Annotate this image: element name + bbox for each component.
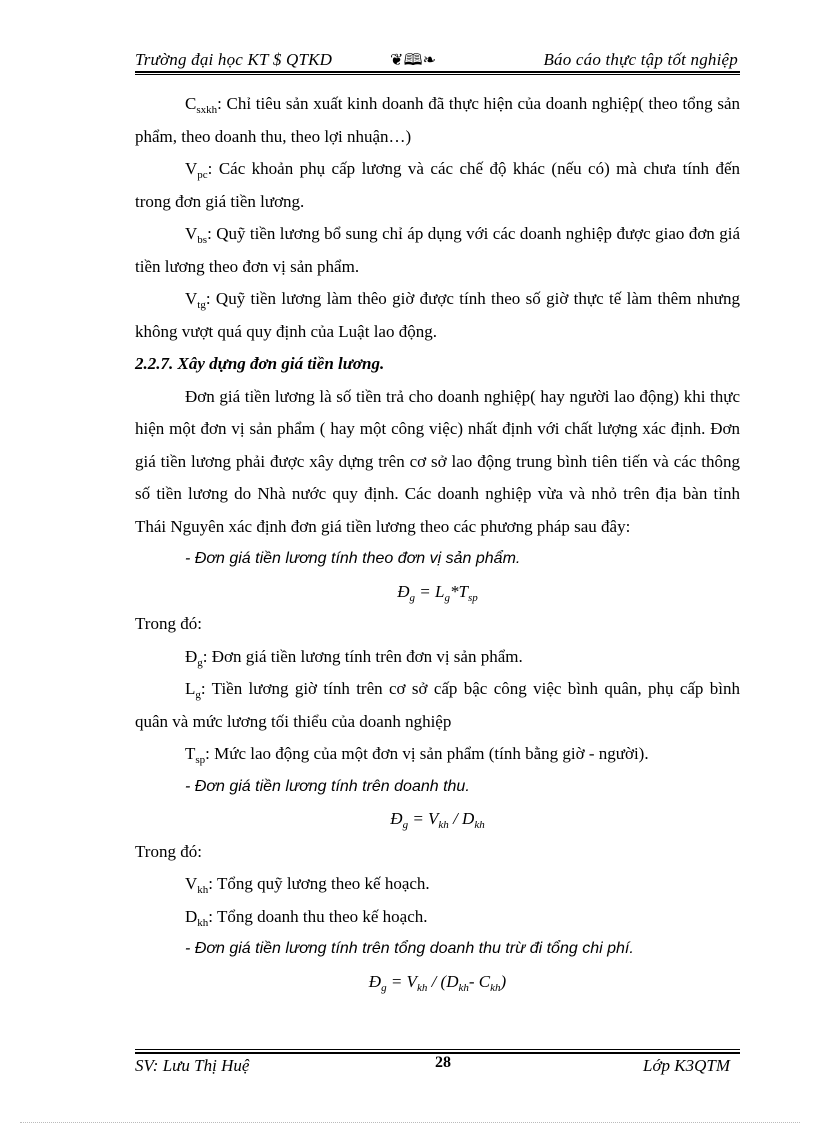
header-report-title: Báo cáo thực tập tốt nghiệp: [543, 50, 738, 69]
def-vtg: $V_{tg}$: Quỹ tiền lương làm thêo giờ được tính theo số giờ thực tế làm thêm nhưng không vượt quá quy định của Luật lao động.: [135, 289, 740, 341]
intro-paragraph: Đơn giá tiền lương là số tiền trả cho doanh nghiệp( hay người lao động) khi thực hiện một đơn vị sản phẩm ( hay một công việc) nhất định với chất lượng xác định. Đơn giá tiền lương phải được xây dựng trên cơ sở lao động trung bình tiên tiến và các thông số tiền lương do Nhà nước quy định. Các doanh nghiệp vừa và nhỏ trên địa bàn tỉnh Thái Nguyên xác định đơn giá tiền lương theo các phương pháp sau đây:: [135, 386, 740, 536]
def-lg: $L_g$: Tiền lương giờ tính trên cơ sở cấp bậc công việc bình quân, phụ cấp bình quân và mức lương tối thiểu của doanh nghiệp: [135, 679, 740, 731]
def-vbs: $V_{bs}$: Quỹ tiền lương bổ sung chỉ áp dụng với các doanh nghiệp được giao đơn giá tiền lương theo đơn vị sản phẩm.: [135, 224, 740, 276]
method-1-title: - Đơn giá tiền lương tính theo đơn vị sản phẩm.: [185, 550, 521, 567]
page-body: [135, 88, 740, 998]
def-tsp: $T_{sp}$: Mức lao động của một đơn vị sản phẩm (tính bằng giờ - người).: [185, 744, 649, 766]
page-footer: [135, 1054, 740, 1078]
footer-class: Lớp K3QTM: [642, 1056, 730, 1075]
def-csxkh: $C_{sxkh}$: Chỉ tiêu sản xuất kinh doanh đã thực hiện của doanh nghiệp( theo tổng sản phẩm, theo doanh thu, theo lợi nhuận…): [135, 94, 740, 146]
formula-1: $Đ_g = L_g*T_{sp}$: [397, 581, 478, 604]
method-2-title: - Đơn giá tiền lương tính trên doanh thu.: [185, 777, 470, 795]
formula-2: $Đ_g = V_{kh} / D_{kh}$: [390, 809, 485, 831]
footer-student: SV: Lưu Thị Huệ: [135, 1056, 250, 1075]
header-ornament-icon: ❦🕮❧: [390, 52, 437, 69]
def-dg: $Đ_g$: Đơn giá tiền lương tính trên đơn vị sản phẩm.: [185, 646, 523, 669]
def-vkh: $V_{kh}$: Tổng quỹ lương theo kế hoạch.: [185, 874, 430, 896]
page-number: 28: [435, 1054, 451, 1071]
header-rule-thin: [135, 74, 740, 75]
formula-3: $Đ_g = V_{kh} / (D_{kh}-$ $C_{kh}$): [368, 971, 507, 994]
footer-rule-thin: [135, 1049, 740, 1050]
def-dkh: $D_{kh}$: Tổng doanh thu theo kế hoạch.: [185, 906, 428, 929]
page-header: [135, 48, 740, 70]
where-label-2: Trong đó:: [135, 841, 202, 861]
header-school: Trường đại học KT $ QTKD: [135, 50, 333, 69]
def-vpc: $V_{pc}$: Các khoản phụ cấp lương và các chế độ khác (nếu có) mà chưa tính đến trong đơn giá tiền lương.: [135, 159, 740, 211]
where-label-1: Trong đó:: [135, 614, 202, 633]
method-3-title: - Đơn giá tiền lương tính trên tổng doanh thu trừ đi tổng chi phí.: [185, 940, 634, 957]
header-rule: [135, 71, 740, 73]
section-heading: 2.2.7. Xây dựng đơn giá tiền lương.: [135, 354, 385, 373]
